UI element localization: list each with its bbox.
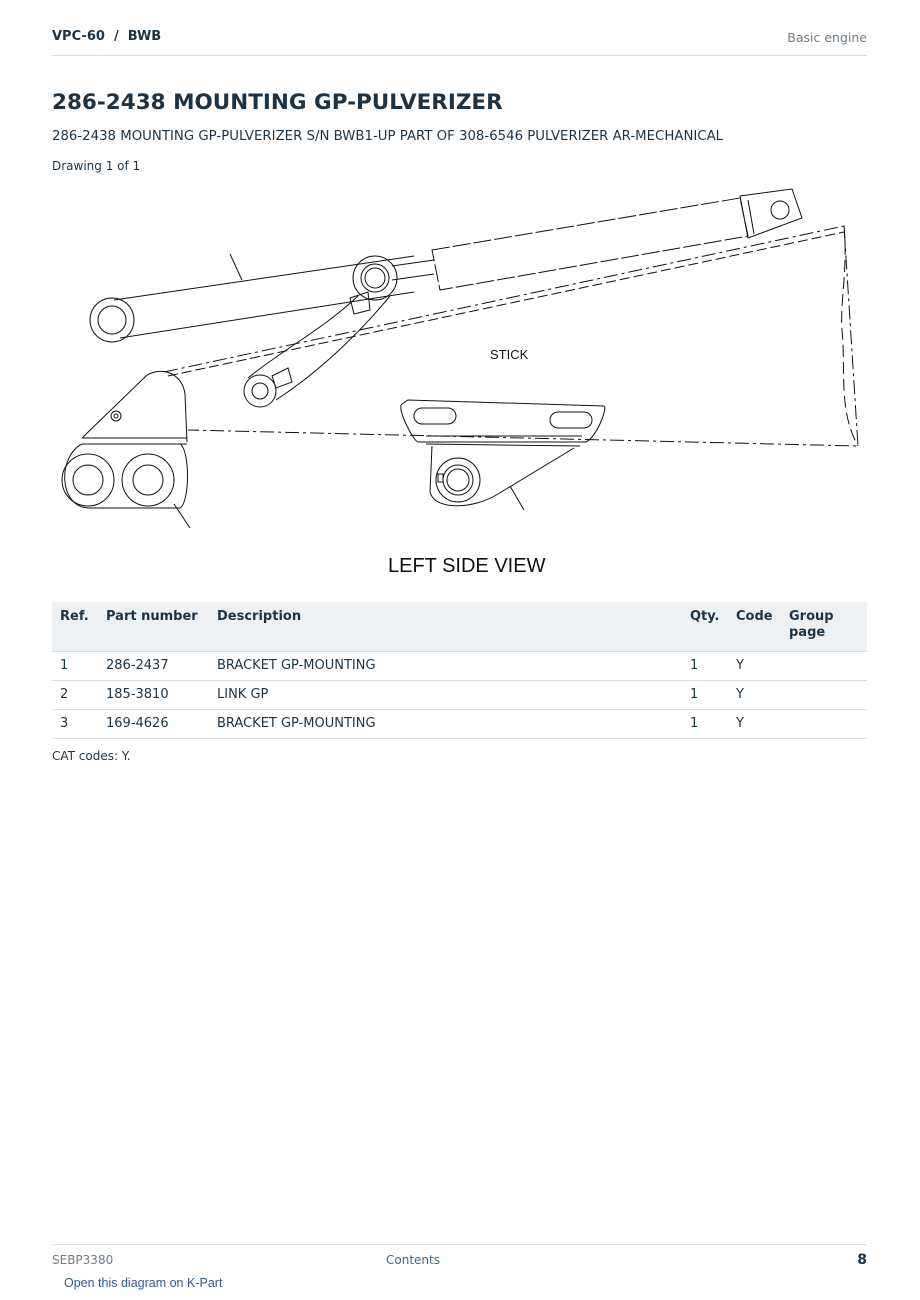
document-id: SEBP3380 <box>52 1253 114 1267</box>
cell-group-page <box>781 651 867 680</box>
stick-outline <box>164 226 858 446</box>
cell-description: BRACKET GP-MOUNTING <box>209 651 682 680</box>
cell-ref: 2 <box>52 680 98 709</box>
cell-qty: 1 <box>682 680 728 709</box>
col-ref: Ref. <box>52 602 98 651</box>
page-subtitle: 286-2438 MOUNTING GP-PULVERIZER S/N BWB1-UP PART OF 308-6546 PULVERIZER AR-MECHANICAL <box>52 129 724 144</box>
cell-description: LINK GP <box>209 680 682 709</box>
cat-codes-note: CAT codes: Y. <box>52 749 131 763</box>
table-row <box>52 680 867 709</box>
link-arm <box>244 256 397 407</box>
view-caption: LEFT SIDE VIEW <box>388 555 546 577</box>
cell-ref: 1 <box>52 651 98 680</box>
parts-diagram <box>52 180 867 590</box>
parts-table <box>52 602 867 739</box>
col-code: Code <box>728 602 781 651</box>
footer-divider <box>52 1244 867 1245</box>
col-group-page: Group page <box>781 602 867 651</box>
cell-code: Y <box>728 709 781 738</box>
cell-qty: 1 <box>682 651 728 680</box>
contents-link[interactable]: Contents <box>386 1253 440 1267</box>
table-row <box>52 709 867 738</box>
table-header-row <box>52 602 867 651</box>
page-title: 286-2438 MOUNTING GP-PULVERIZER <box>52 90 503 115</box>
diagram-drawing <box>52 180 867 590</box>
drawing-count: Drawing 1 of 1 <box>52 159 141 173</box>
page-number: 8 <box>857 1252 867 1268</box>
cell-part-number: 185-3810 <box>98 680 209 709</box>
open-kpart-link[interactable]: Open this diagram on K-Part <box>64 1276 223 1290</box>
cell-description: BRACKET GP-MOUNTING <box>209 709 682 738</box>
cell-code: Y <box>728 651 781 680</box>
cell-group-page <box>781 680 867 709</box>
model-breadcrumb: VPC-60 / BWB <box>52 29 162 44</box>
cell-part-number: 169-4626 <box>98 709 209 738</box>
stick-label: STICK <box>490 347 529 362</box>
page-header <box>52 28 867 56</box>
section-name: Basic engine <box>787 30 867 45</box>
lower-mounting-bracket <box>401 400 605 510</box>
table-row <box>52 651 867 680</box>
col-description: Description <box>209 602 682 651</box>
col-qty: Qty. <box>682 602 728 651</box>
col-part-number: Part number <box>98 602 209 651</box>
cell-qty: 1 <box>682 709 728 738</box>
cell-ref: 3 <box>52 709 98 738</box>
cell-part-number: 286-2437 <box>98 651 209 680</box>
left-mounting-bracket <box>62 371 190 528</box>
cell-code: Y <box>728 680 781 709</box>
cell-group-page <box>781 709 867 738</box>
hydraulic-cylinder <box>90 189 802 342</box>
